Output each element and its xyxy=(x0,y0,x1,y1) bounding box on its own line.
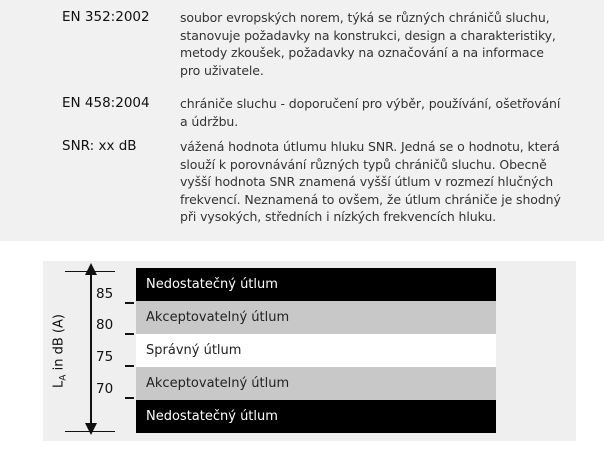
band-insufficient-top: Nedostatečný útlum xyxy=(136,268,496,301)
definition-description xyxy=(180,138,575,226)
band-acceptable-upper: Akceptovatelný útlum xyxy=(136,301,496,334)
tick-mark xyxy=(125,365,134,367)
tick-mark xyxy=(125,397,134,399)
tick-label-85: 85 xyxy=(96,286,114,302)
band-correct: Správný útlum xyxy=(136,334,496,367)
band-insufficient-bottom: Nedostatečný útlum xyxy=(136,400,496,433)
description-line: soubor evropských norem, týká se různých chráničů sluchu, xyxy=(180,10,550,25)
axis-line xyxy=(90,271,92,428)
description-line: metody zkoušek, požadavky na označování a na informace xyxy=(180,45,544,60)
y-axis-label-rest: in dB (A) xyxy=(51,314,67,375)
tick-mark xyxy=(125,302,134,304)
definition-description xyxy=(180,95,575,130)
description-line: chrániče sluchu - doporučení pro výběr, používání, ošetřování xyxy=(180,96,561,111)
definition-term: EN 352:2002 xyxy=(62,9,150,25)
description-line: stanovuje požadavky na konstrukci, design a charakteristiky, xyxy=(180,27,556,43)
arrow-down-icon xyxy=(85,423,97,435)
description-line: frekvencí. Neznamená to ovšem, že útlum chrániče je shodný xyxy=(180,191,561,207)
y-axis-label-main: L xyxy=(51,380,67,388)
tick-label-80: 80 xyxy=(96,317,114,333)
y-axis-label-sub: A xyxy=(58,374,69,381)
definition-term: EN 458:2004 xyxy=(62,95,150,111)
tick-label-70: 70 xyxy=(96,381,114,397)
definition-term: SNR: xx dB xyxy=(62,138,137,154)
description-line: a údržbu. xyxy=(180,113,239,129)
description-line: slouží k porovnávání různých typů chráničů sluchu. Obecně xyxy=(180,156,547,172)
description-line: při vysokých, středních i nízkých frekvencích hluku. xyxy=(180,209,497,224)
description-line: vážená hodnota útlumu hluku SNR. Jedná se o hodnotu, která xyxy=(180,139,560,154)
description-line: pro uživatele. xyxy=(180,62,264,78)
description-line: vyšší hodnota SNR znamená vyšší útlum v rozmezí hlučných xyxy=(180,174,554,189)
attenuation-scale xyxy=(43,261,576,441)
tick-mark xyxy=(125,333,134,335)
tick-label-75: 75 xyxy=(96,349,114,365)
band-acceptable-lower: Akceptovatelný útlum xyxy=(136,367,496,400)
definition-description xyxy=(180,9,575,79)
